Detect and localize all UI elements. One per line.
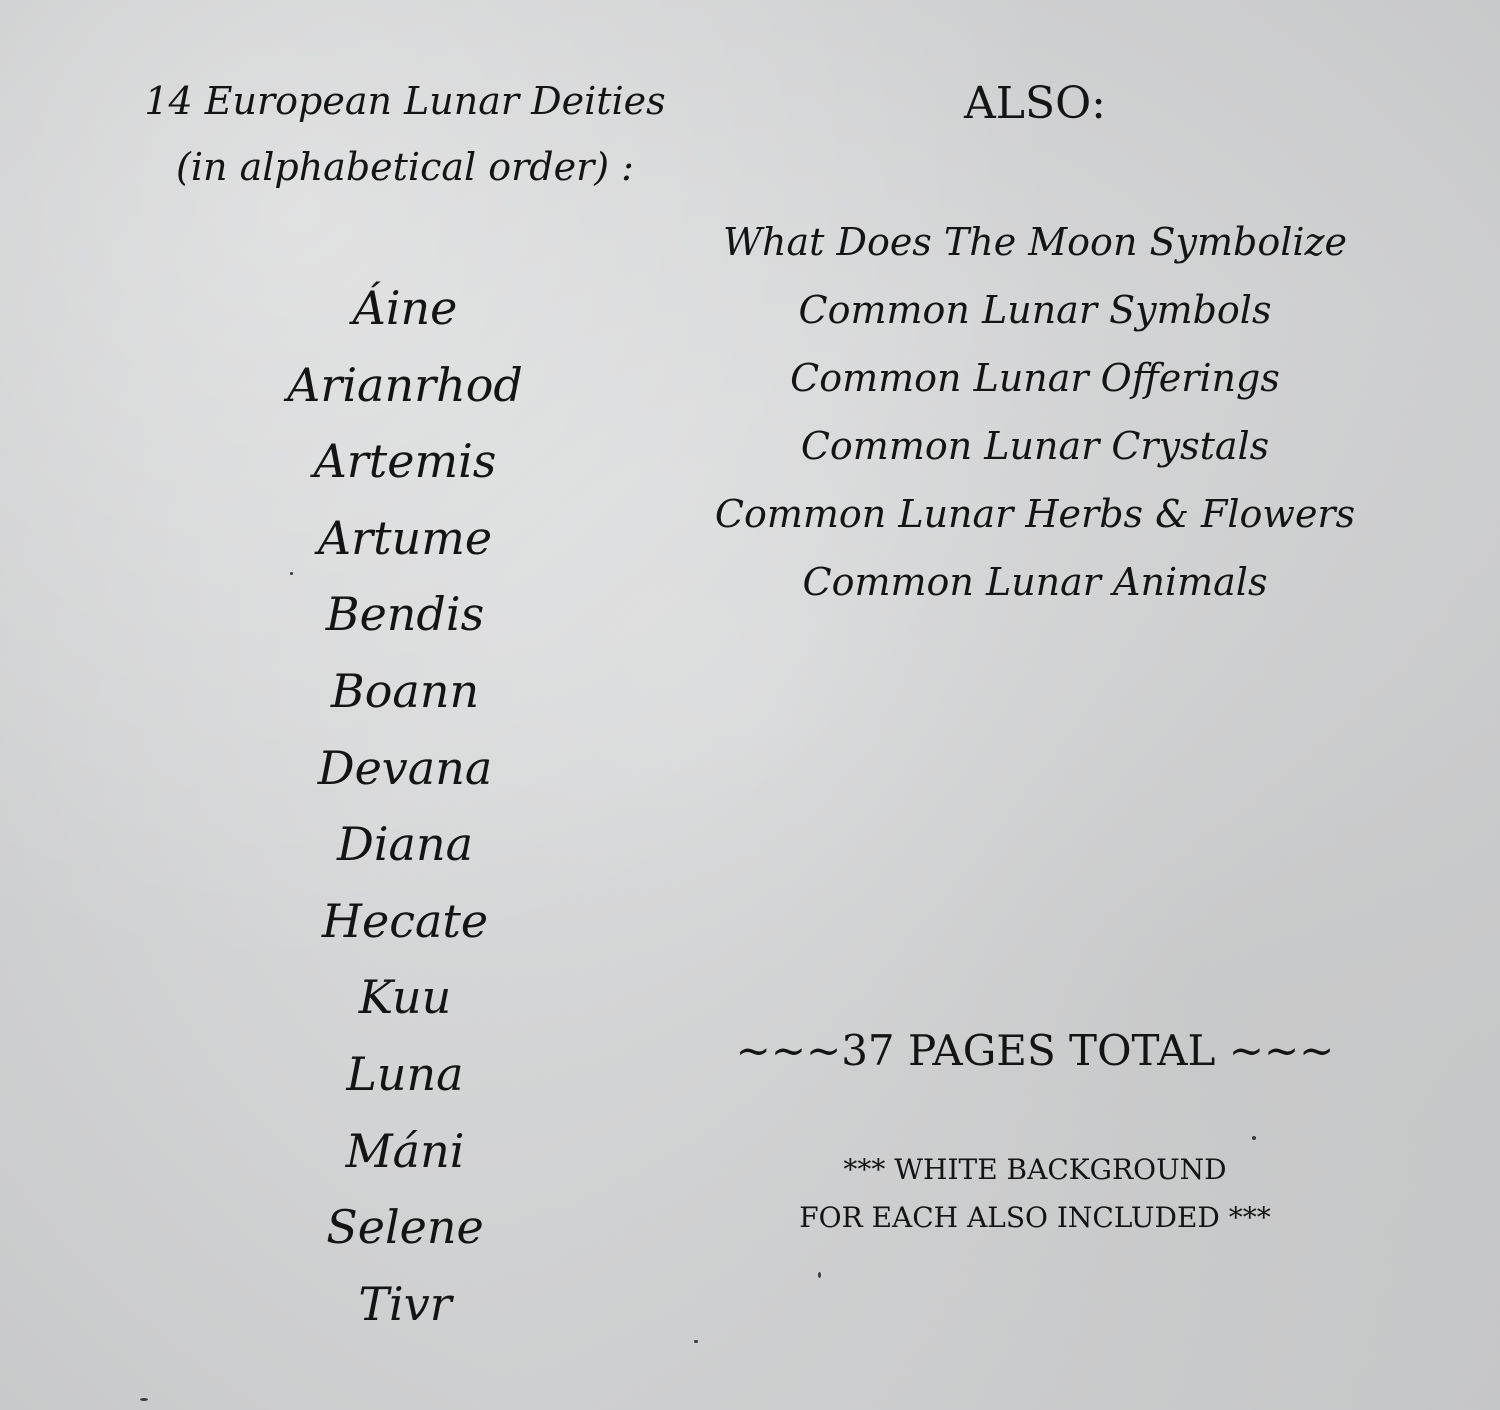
- deity-name: Hecate: [321, 893, 489, 948]
- deity-name: Kuu: [358, 970, 452, 1025]
- deity-name: Artume: [317, 510, 493, 565]
- topic-item: Common Lunar Animals: [802, 560, 1268, 604]
- topic-item: Common Lunar Crystals: [800, 424, 1270, 468]
- deity-name: Bendis: [325, 587, 485, 642]
- deity-name: Áine: [352, 281, 458, 335]
- deity-name: Artemis: [313, 434, 497, 489]
- paper-speck: [818, 1272, 821, 1278]
- deity-name: Boann: [330, 663, 480, 718]
- topic-item: What Does The Moon Symbolize: [722, 220, 1348, 264]
- deities-heading-line-1: 14 European Lunar Deities: [144, 79, 666, 123]
- deity-list: [100, 270, 710, 1342]
- deity-name: Tivr: [358, 1276, 452, 1331]
- deities-heading: [100, 68, 710, 200]
- deity-name: Diana: [336, 817, 474, 872]
- topic-item: Common Lunar Offerings: [790, 356, 1280, 400]
- paper-speck: [694, 1340, 698, 1343]
- topic-item: Common Lunar Symbols: [798, 288, 1272, 332]
- topic-item: Common Lunar Herbs & Flowers: [714, 492, 1356, 536]
- deity-name: Selene: [326, 1200, 484, 1255]
- white-background-note: [710, 1146, 1360, 1242]
- paper-speck: [1252, 1136, 1256, 1140]
- deity-name: Máni: [345, 1123, 465, 1178]
- deities-heading-line-2: (in alphabetical order) :: [176, 145, 634, 189]
- note-line-2: FOR EACH ALSO INCLUDED ***: [799, 1201, 1271, 1234]
- deity-name: Luna: [346, 1046, 464, 1101]
- deity-name: Devana: [317, 740, 493, 795]
- paper-speck: [140, 1398, 148, 1401]
- deity-name: Arianrhod: [287, 357, 523, 412]
- pages-total-banner: ~~~37 PAGES TOTAL ~~~: [735, 1026, 1335, 1075]
- note-line-1: *** WHITE BACKGROUND: [843, 1153, 1227, 1186]
- topic-list: [710, 208, 1360, 616]
- paper-speck: [290, 572, 293, 575]
- also-title: ALSO:: [963, 78, 1107, 129]
